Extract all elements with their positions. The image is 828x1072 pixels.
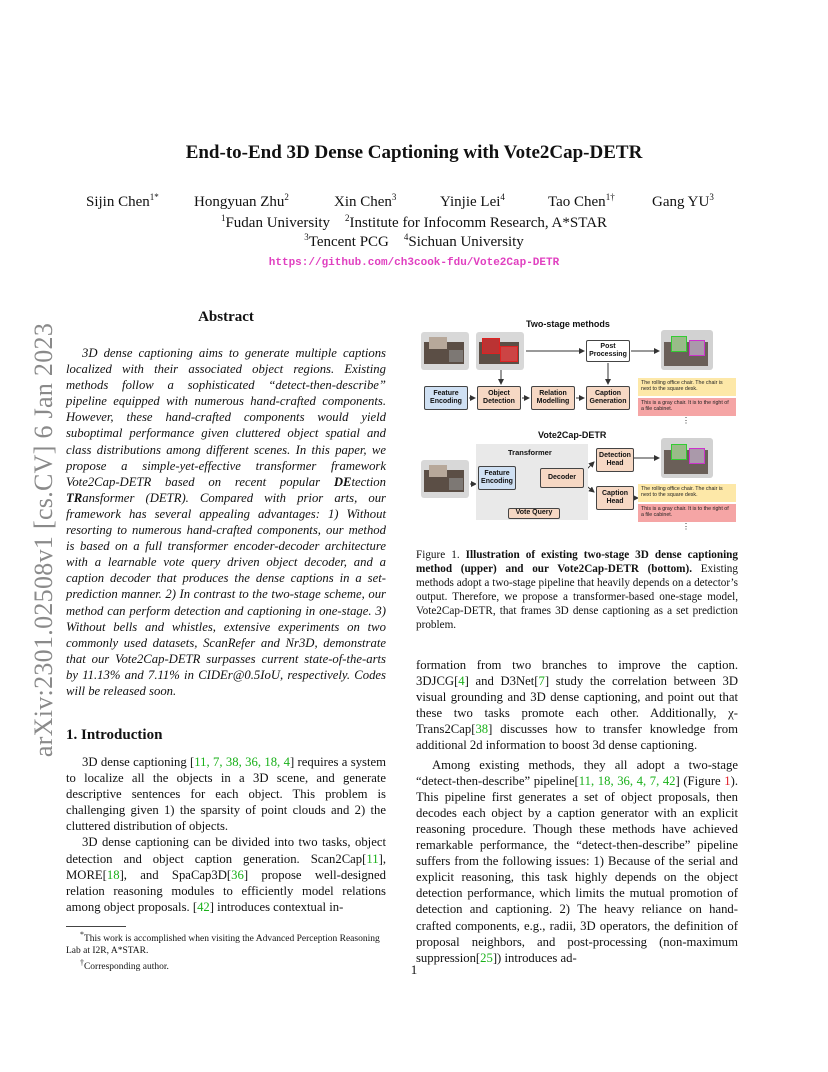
citation-link[interactable]: 42 (197, 899, 210, 914)
citation-link[interactable]: 11, 18, 36, 4, 7, 42 (578, 773, 676, 788)
arxiv-side-label (22, 300, 66, 780)
right-column-body (416, 657, 738, 966)
caption-generation-box: Caption Generation (586, 386, 630, 410)
citation-link[interactable]: 36 (231, 867, 244, 882)
ellipsis-bottom: ⋮ (682, 522, 690, 531)
caption-example-yellow: The rolling office chair. The chair is next to the square desk. (638, 378, 736, 396)
affiliations-line-1: $^1$Fudan University $^2$Institute for Infocomm Research, A*STAR (220, 213, 608, 231)
body-paragraph: Among existing methods, they all adopt a two-stage “detect-then-describe” pipeline[11, 18, 36, 4, 7, 42] (Figure 1). This pipeline first generates a set of object proposals, then decodes each object by a caption generator with an explicit reasoning procedure. Though these methods have achieved remarkable performance, the “detect-then-describe” pipeline suffers from the following issues: 1) Because of the serial and explicit reasoning, this task highly depends on the object detection performance, which limits the mutual promotion of detection and captioning. 2) The heavy reliance on hand-crafted components, e.g., radii, 3D operators, the definition of proposal neighbors, and post-processing (non-maximum suppression[25]) introduces ad- (416, 757, 738, 965)
body-paragraph: formation from two branches to improve the caption. 3DJCG[4] and D3Net[7] study the correlation between 3D visual grounding and 3D dense captioning, and point out that these two tasks promote each other. Additionally, χ-Trans2Cap[38] discusses how to transfer knowledge from additional 2d information to boost 3d dense captioning. (416, 658, 738, 753)
result-thumbnail (661, 438, 713, 478)
detection-head-box: Detection Head (596, 448, 634, 472)
author: Yinjie Lei$^4$ (440, 192, 505, 210)
relation-modelling-box: Relation Modelling (531, 386, 575, 410)
figure-caption (416, 548, 738, 632)
paper-title: End-to-End 3D Dense Captioning with Vote2Cap-DETR (185, 142, 643, 163)
affiliations-line-2: $^3$Tencent PCG $^4$Sichuan University (304, 232, 524, 250)
author: Sijin Chen$^{1*}$ (86, 192, 159, 210)
page-number: 1 (410, 962, 418, 977)
caption-example-red: This is a gray chair. It is to the right of a file cabinet. (638, 398, 736, 416)
intro-paragraph: 3D dense captioning [11, 7, 38, 36, 18, 4] requires a system to localize all the objects in a 3D scene, and generate descriptive sentences for each object. This problem is challenging given 1) the sparsity of point clouds and 2) the cluttered distribution of objects. (66, 755, 386, 834)
caption-example-red: This is a gray chair. It is to the right of a file cabinet. (638, 504, 736, 522)
intro-paragraph: 3D dense captioning can be divided into two tasks, object detection and object caption generation. Scan2Cap[11], MORE[18], and SpaCap3D[36] propose well-designed relation reasoning modules to efficiently model relations among object proposals. [42] introduces contextual in- (66, 835, 386, 914)
citation-link[interactable]: 25 (480, 950, 493, 965)
caption-head-box: Caption Head (596, 486, 634, 510)
figure-caption-text: Figure 1. Illustration of existing two-stage 3D dense captioning method (upper) and our Vote2Cap-DETR (bottom). Existing methods adopt a two-stage pipeline that heavily depends on a detector’s output. Therefore, we propose a transformer-based one-stage model, Vote2Cap-DETR, that frames 3D dense captioning as a set prediction problem. (416, 549, 738, 631)
citation-link[interactable]: 4 (458, 674, 465, 689)
figure-1 (416, 312, 738, 537)
object-detection-box: Object Detection (477, 386, 521, 410)
author: Hongyuan Zhu$^2$ (194, 192, 289, 210)
abstract-text: 3D dense captioning aims to generate multiple captions localized with their associated object regions. Existing methods follow a sophisticated “detect-then-describe” pipeline equipped with numerous hand-crafted components. However, these hand-crafted components would yield suboptimal performance given cluttered object spatial and class distributions among different scenes. In this paper, we propose a simple-yet-effective transformer framework Vote2Cap-DETR based on recent popular DEtection TRansformer (DETR). Compared with prior arts, our framework has several appealing advantages: 1) Without resorting to numerous hand-crafted components, our method is based on a full transformer encoder-decoder architecture with a learnable vote query driven object decoder, and a caption decoder that produces the dense captions in a set-prediction manner. 2) In contrast to the two-stage scheme, our method can perform detection and captioning in one-stage. 3) Without bells and whistles, extensive experiments on two commonly used datasets, ScanRefer and Nr3D, demonstrate that our Vote2Cap-DETR surpasses current state-of-the-arts by 11.13% and 7.11% in CIDEr@0.5IoU, respectively. Codes will be released soon. (66, 346, 386, 698)
vote-query-box: Vote Query (508, 508, 560, 519)
footnote: †Corresponding author. (80, 958, 169, 973)
repository-link[interactable]: https://github.com/ch3cook-fdu/Vote2Cap-DETR (268, 257, 560, 269)
citation-link[interactable]: 7 (538, 674, 545, 689)
footnote-divider (66, 926, 126, 927)
two-stage-title: Two-stage methods (526, 319, 610, 329)
feature-encoding-box: Feature Encoding (424, 386, 468, 410)
citation-link[interactable]: 11 (366, 851, 379, 866)
author: Gang $YU^3$ (652, 192, 714, 210)
decoder-box: Decoder (540, 468, 584, 488)
author-list (80, 194, 730, 216)
author: Tao Chen$^{1\dagger}$ (548, 192, 615, 210)
figure-reference-link[interactable]: 1 (724, 773, 731, 788)
citation-link[interactable]: 38 (475, 722, 489, 737)
transformer-label: Transformer (508, 448, 552, 457)
footnote: *This work is accomplished when visiting the Advanced Perception Reasoning Lab at I2R, A*STAR. (66, 930, 380, 957)
author: Xin Chen$^3$ (334, 192, 397, 210)
arxiv-identifier: arXiv:2301.02508v1 [cs.CV] 6 Jan 2023 (29, 322, 58, 758)
feature-encoding-box: Feature Encoding (478, 466, 516, 490)
vote2cap-title: Vote2Cap-DETR (538, 430, 607, 440)
post-processing-box: Post Processing (586, 340, 630, 362)
scene-thumbnail (421, 460, 469, 498)
abstract-heading: Abstract (198, 309, 254, 325)
caption-example-yellow: The rolling office chair. The chair is next to the square desk. (638, 484, 736, 502)
introduction-body (66, 754, 386, 915)
introduction-heading: 1. Introduction (66, 727, 163, 743)
ellipsis-top: ⋮ (682, 416, 690, 425)
citation-link[interactable]: 18 (106, 867, 120, 882)
abstract-body (66, 345, 386, 699)
citation-link[interactable]: 11, 7, 38, 36, 18, 4 (194, 755, 290, 769)
